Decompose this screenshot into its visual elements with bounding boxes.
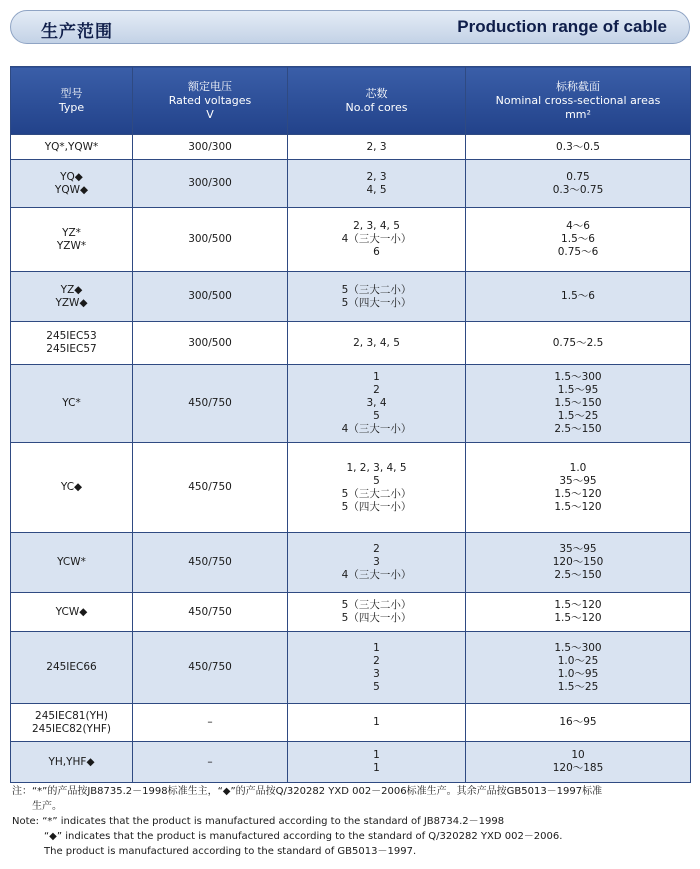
table-row — [11, 135, 691, 160]
areas-cell-line: 0.3～0.5 — [556, 140, 600, 153]
table-row — [11, 272, 691, 322]
areas-cell-line: 1.0～25 — [557, 654, 599, 667]
table-body — [11, 135, 691, 783]
type-cell-line: YQW◆ — [54, 183, 89, 196]
areas-cell-line: 16～95 — [559, 716, 597, 728]
cores-cell-line: 5 — [373, 474, 380, 487]
areas-cell-line: 0.75 — [566, 170, 590, 183]
cores-cell-line: 3, 4 — [366, 397, 387, 409]
cores-cell-line: 1, 2, 3, 4, 5 — [346, 461, 407, 474]
cores-cell-line: 2 — [373, 654, 380, 667]
areas-cell-line: 1.5～25 — [557, 680, 599, 693]
voltage-cell: 450/750 — [133, 632, 288, 704]
areas-cell-line: 1.0～95 — [557, 667, 599, 680]
areas-cell-line: 0.3～0.75 — [552, 183, 604, 196]
type-cell-line: YZW* — [56, 239, 87, 252]
voltage-cell: – — [133, 704, 288, 742]
areas-cell — [466, 742, 691, 783]
voltage-cell: 450/750 — [133, 365, 288, 443]
areas-cell-line: 10 — [571, 749, 585, 761]
cores-cell-line: 3 — [373, 667, 380, 680]
areas-cell-line: 0.75～2.5 — [552, 336, 604, 349]
type-cell-line: YQ*,YQW* — [44, 140, 99, 153]
areas-cell — [466, 632, 691, 704]
table-row — [11, 704, 691, 742]
type-cell-line: 245IEC57 — [46, 343, 97, 355]
cores-cell-line: 3 — [373, 556, 380, 568]
cores-cell-line: 5（四大一小） — [341, 500, 412, 513]
production-range-table — [10, 66, 691, 783]
areas-cell-line: 1.5～120 — [554, 612, 602, 624]
cores-cell — [288, 533, 466, 593]
areas-cell — [466, 593, 691, 632]
areas-cell-line: 1.5～6 — [561, 233, 595, 245]
cores-cell — [288, 160, 466, 208]
table-row — [11, 208, 691, 272]
section-header-bar — [10, 10, 690, 44]
cores-cell — [288, 593, 466, 632]
cores-cell-line: 4（三大一小） — [341, 569, 412, 581]
areas-cell-line: 2.5～150 — [554, 569, 602, 581]
voltage-cell: 450/750 — [133, 593, 288, 632]
cores-cell-line: 1 — [373, 716, 380, 728]
cores-cell-line: 5（四大一小） — [341, 612, 412, 624]
cores-cell-line: 4, 5 — [366, 183, 387, 196]
areas-cell-line: 1.5～95 — [557, 384, 599, 396]
areas-cell — [466, 272, 691, 322]
type-cell-line: YZ◆ — [60, 283, 83, 296]
type-cell-line: YZW◆ — [55, 296, 88, 309]
voltage-cell: 300/500 — [133, 272, 288, 322]
type-cell — [11, 160, 133, 208]
areas-cell-line: 0.75～6 — [557, 246, 599, 258]
type-cell-line: 245IEC81(YH) — [35, 709, 108, 722]
note-en-line-3: The product is manufactured according to the standard of GB5013－1997. — [44, 846, 417, 857]
table-row — [11, 443, 691, 533]
areas-cell-line: 1.5～120 — [554, 599, 602, 611]
type-cell — [11, 704, 133, 742]
header-areas-unit: mm² — [565, 107, 591, 121]
note-cn-label: 注： — [12, 786, 32, 797]
cores-cell-line: 2, 3, 4, 5 — [353, 336, 400, 349]
areas-cell — [466, 443, 691, 533]
areas-cell-line: 1.5～25 — [557, 410, 599, 422]
type-cell — [11, 533, 133, 593]
areas-cell — [466, 135, 691, 160]
cores-cell — [288, 322, 466, 365]
cores-cell-line: 4（三大一小） — [341, 233, 412, 245]
areas-cell-line: 1.5～300 — [554, 371, 602, 383]
type-cell-line: 245IEC53 — [46, 330, 97, 342]
areas-cell-line: 35～95 — [559, 543, 597, 555]
voltage-cell: 300/300 — [133, 160, 288, 208]
cores-cell — [288, 632, 466, 704]
cores-cell-line: 2, 3 — [366, 140, 387, 153]
areas-cell-line: 35～95 — [559, 474, 597, 487]
note-cn-line-2: 生产。 — [32, 801, 62, 812]
note-en-line-2: “◆” indicates that the product is manufactured according to the standard of Q/320282 YXD 002－2006. — [44, 831, 563, 842]
cores-cell-line: 4（三大一小） — [341, 423, 412, 435]
table-row — [11, 160, 691, 208]
cores-cell-line: 2 — [373, 543, 380, 555]
voltage-cell: 300/500 — [133, 208, 288, 272]
cores-cell-line: 5（四大一小） — [341, 296, 412, 309]
cores-cell-line: 5（三大二小） — [341, 487, 412, 500]
cores-cell — [288, 208, 466, 272]
areas-cell-line: 1.5～300 — [554, 641, 602, 654]
table-row — [11, 322, 691, 365]
header-cores-en: No.of cores — [345, 100, 408, 114]
type-cell — [11, 742, 133, 783]
cores-cell-line: 2, 3 — [366, 170, 387, 183]
areas-cell-line: 1.5～120 — [554, 500, 602, 513]
cores-cell-line: 1 — [373, 762, 380, 774]
type-cell-line: YC◆ — [60, 481, 83, 493]
table-row — [11, 742, 691, 783]
column-header-voltage — [133, 67, 288, 135]
type-cell — [11, 632, 133, 704]
areas-cell-line: 2.5～150 — [554, 423, 602, 435]
type-cell — [11, 208, 133, 272]
type-cell-line: YQ◆ — [60, 170, 83, 183]
cores-cell-line: 5（三大二小） — [341, 599, 412, 611]
areas-cell-line: 120～185 — [552, 762, 604, 774]
note-cn-text-1: “*”的产品按JB8735.2－1998标准生主，“◆”的产品按Q/320282 YXD 002－2006标准生产。其余产品按GB5013－1997标准 — [32, 786, 603, 797]
voltage-cell: – — [133, 742, 288, 783]
column-header-type — [11, 67, 133, 135]
type-cell — [11, 135, 133, 160]
cores-cell — [288, 272, 466, 322]
section-title-cn: 生产范围 — [41, 22, 113, 42]
areas-cell-line: 120～150 — [552, 556, 604, 568]
areas-cell — [466, 533, 691, 593]
cores-cell-line: 2, 3, 4, 5 — [353, 220, 400, 232]
header-voltage-cn: 额定电压 — [188, 79, 232, 93]
header-type-cn: 型号 — [60, 86, 83, 100]
type-cell — [11, 593, 133, 632]
note-en-line-1 — [12, 814, 696, 829]
areas-cell-line: 1.5～150 — [554, 397, 602, 409]
voltage-cell: 300/300 — [133, 135, 288, 160]
type-cell — [11, 322, 133, 365]
cores-cell-line: 6 — [373, 246, 380, 258]
cores-cell-line: 2 — [373, 384, 380, 396]
areas-cell-line: 1.5～6 — [561, 290, 595, 302]
column-header-areas — [466, 67, 691, 135]
note-en-label: Note: — [12, 816, 40, 827]
cores-cell — [288, 443, 466, 533]
type-cell-line: 245IEC66 — [46, 661, 97, 673]
cores-cell-line: 5（三大二小） — [341, 283, 412, 296]
areas-cell-line: 4～6 — [566, 220, 590, 232]
areas-cell — [466, 208, 691, 272]
cores-cell-line: 1 — [373, 641, 380, 654]
type-cell-line: YH,YHF◆ — [48, 755, 95, 768]
column-header-cores — [288, 67, 466, 135]
areas-cell — [466, 322, 691, 365]
areas-cell — [466, 704, 691, 742]
cores-cell — [288, 742, 466, 783]
header-voltage-unit: V — [206, 107, 214, 121]
table-row — [11, 365, 691, 443]
cores-cell — [288, 135, 466, 160]
type-cell-line: YCW◆ — [55, 605, 88, 618]
voltage-cell: 450/750 — [133, 443, 288, 533]
note-en-text-1: “*” indicates that the product is manufactured according to the standard of JB8734.2－1998 — [42, 816, 505, 827]
header-areas-cn: 标称截面 — [556, 79, 600, 93]
cores-cell-line: 5 — [373, 410, 380, 422]
table-row — [11, 593, 691, 632]
type-cell-line: 245IEC82(YHF) — [31, 722, 111, 735]
voltage-cell: 300/500 — [133, 322, 288, 365]
cores-cell-line: 1 — [373, 371, 380, 383]
header-cores-cn: 芯数 — [365, 86, 388, 100]
areas-cell — [466, 365, 691, 443]
areas-cell-line: 1.5～120 — [554, 487, 602, 500]
cores-cell-line: 1 — [373, 749, 380, 761]
note-cn-line-1 — [12, 784, 696, 799]
type-cell-line: YCW* — [57, 556, 86, 568]
voltage-cell: 450/750 — [133, 533, 288, 593]
table-header-row — [11, 67, 691, 135]
type-cell-line: YC* — [62, 397, 81, 409]
type-cell-line: YZ* — [62, 226, 81, 239]
type-cell — [11, 443, 133, 533]
table-row — [11, 533, 691, 593]
cores-cell — [288, 704, 466, 742]
areas-cell-line: 1.0 — [569, 461, 587, 474]
type-cell — [11, 272, 133, 322]
section-title-en: Production range of cable — [457, 17, 667, 36]
cores-cell — [288, 365, 466, 443]
areas-cell — [466, 160, 691, 208]
type-cell — [11, 365, 133, 443]
header-voltage-en: Rated voltages — [168, 93, 252, 107]
table-row — [11, 632, 691, 704]
header-type-en: Type — [58, 100, 85, 114]
cores-cell-line: 5 — [373, 680, 380, 693]
notes-section — [12, 784, 696, 859]
header-areas-en: Nominal cross-sectional areas — [495, 93, 661, 107]
